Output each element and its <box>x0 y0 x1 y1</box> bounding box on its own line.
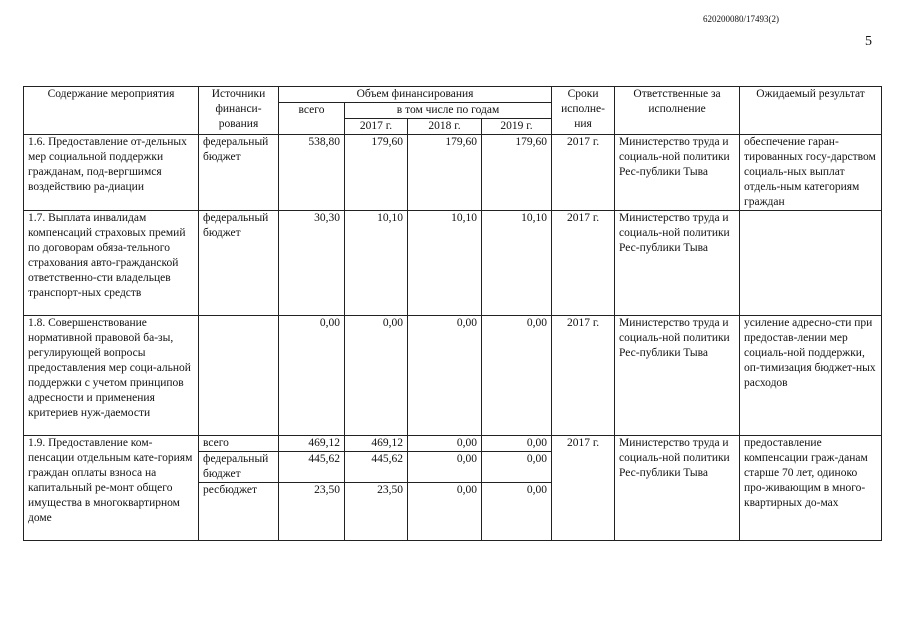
y2018-federal: 0,00 <box>408 451 481 467</box>
row-2017 <box>345 436 408 541</box>
row-term: 2017 г. <box>552 211 615 316</box>
spacer <box>482 467 551 482</box>
row-total: 30,30 <box>279 211 345 316</box>
total-federal: 445,62 <box>279 451 344 467</box>
row-2019: 0,00 <box>482 316 552 436</box>
row-2019: 179,60 <box>482 135 552 211</box>
row-content: 1.9. Предоставление ком-пенсации отдельным кате-гориям граждан оплаты взноса на капитальный ре-монт общего имущества в многоквартирном доме <box>24 436 199 541</box>
row-result: усиление адресно-сти при предостав-лении мер социаль-ной поддержки, оп-тимизация бюджет-ных расходов <box>740 316 882 436</box>
row-2017: 0,00 <box>345 316 408 436</box>
row-responsible: Министерство труда и социаль-ной политики Рес-публики Тыва <box>615 211 740 316</box>
row-responsible: Министерство труда и социаль-ной политики Рес-публики Тыва <box>615 316 740 436</box>
table-row <box>24 316 882 436</box>
row-2017: 10,10 <box>345 211 408 316</box>
header-year-2019: 2019 г. <box>482 119 552 135</box>
page-number: 5 <box>865 34 872 49</box>
source-total: всего <box>203 437 229 449</box>
row-responsible: Министерство труда и социаль-ной политики Рес-публики Тыва <box>615 436 740 541</box>
y2018-all: 0,00 <box>456 437 477 449</box>
source-federal-cont: бюджет <box>203 468 241 480</box>
table-row <box>24 436 882 541</box>
row-2018: 0,00 <box>408 316 482 436</box>
funding-table <box>23 86 882 541</box>
row-total: 0,00 <box>279 316 345 436</box>
row-result <box>740 211 882 316</box>
y2019-federal: 0,00 <box>482 451 551 467</box>
row-2018 <box>408 436 482 541</box>
total-republic: 23,50 <box>279 482 344 498</box>
row-source: федеральный бюджет <box>199 135 279 211</box>
row-result: предоставление компенсации граж-данам старше 70 лет, одиноко про-живающим в много-квартирных до-мах <box>740 436 882 541</box>
row-total <box>279 436 345 541</box>
row-term: 2017 г. <box>552 135 615 211</box>
header-content: Содержание мероприятия <box>24 87 199 135</box>
row-2017: 179,60 <box>345 135 408 211</box>
row-source: федеральный бюджет <box>199 211 279 316</box>
row-total: 538,80 <box>279 135 345 211</box>
row-content: 1.6. Предоставление от-дельных мер социальной поддержки гражданам, под-вергшимся воздействию ра-диации <box>24 135 199 211</box>
row-term: 2017 г. <box>552 436 615 541</box>
header-by-years: в том числе по годам <box>345 103 552 119</box>
row-sources <box>199 436 279 541</box>
row-content: 1.8. Совершенствование нормативной правовой ба-зы, регулирующей вопросы предоставления мер соци-альной поддержки с учетом принципов адресности и применения критериев нуж-даемости <box>24 316 199 436</box>
header-responsible: Ответственные за исполнение <box>615 87 740 135</box>
y2017-republic: 23,50 <box>345 482 407 498</box>
total-all: 469,12 <box>308 437 340 449</box>
row-2018: 179,60 <box>408 135 482 211</box>
y2017-federal: 445,62 <box>345 451 407 467</box>
header-result: Ожидаемый результат <box>740 87 882 135</box>
header-funding: Объем финансирования <box>279 87 552 103</box>
spacer <box>345 467 407 482</box>
source-federal: федеральный <box>199 451 278 467</box>
row-source <box>199 316 279 436</box>
y2019-all: 0,00 <box>526 437 548 449</box>
spacer <box>279 467 344 482</box>
header-terms: Сроки исполне-ния <box>552 87 615 135</box>
table-row <box>24 135 882 211</box>
row-2019 <box>482 436 552 541</box>
spacer <box>408 467 481 482</box>
y2017-all: 469,12 <box>371 437 403 449</box>
row-responsible: Министерство труда и социаль-ной политики Рес-публики Тыва <box>615 135 740 211</box>
row-result: обеспечение гаран-тированных госу-дарством социаль-ных выплат отдель-ным категориям граждан <box>740 135 882 211</box>
header-year-2018: 2018 г. <box>408 119 482 135</box>
header-year-2017: 2017 г. <box>345 119 408 135</box>
document-id: 620200080/17493(2) <box>703 14 779 24</box>
header-total: всего <box>279 103 345 135</box>
y2019-republic: 0,00 <box>482 482 551 498</box>
header-sources: Источники финанси-рования <box>199 87 279 135</box>
row-term: 2017 г. <box>552 316 615 436</box>
y2018-republic: 0,00 <box>408 482 481 498</box>
table-row <box>24 211 882 316</box>
row-2018: 10,10 <box>408 211 482 316</box>
source-republic: ресбюджет <box>199 482 278 498</box>
row-2019: 10,10 <box>482 211 552 316</box>
row-content: 1.7. Выплата инвалидам компенсаций страховых премий по договорам обяза-тельного страхования авто-гражданской ответственно-сти владельцев транспорт-ных средств <box>24 211 199 316</box>
